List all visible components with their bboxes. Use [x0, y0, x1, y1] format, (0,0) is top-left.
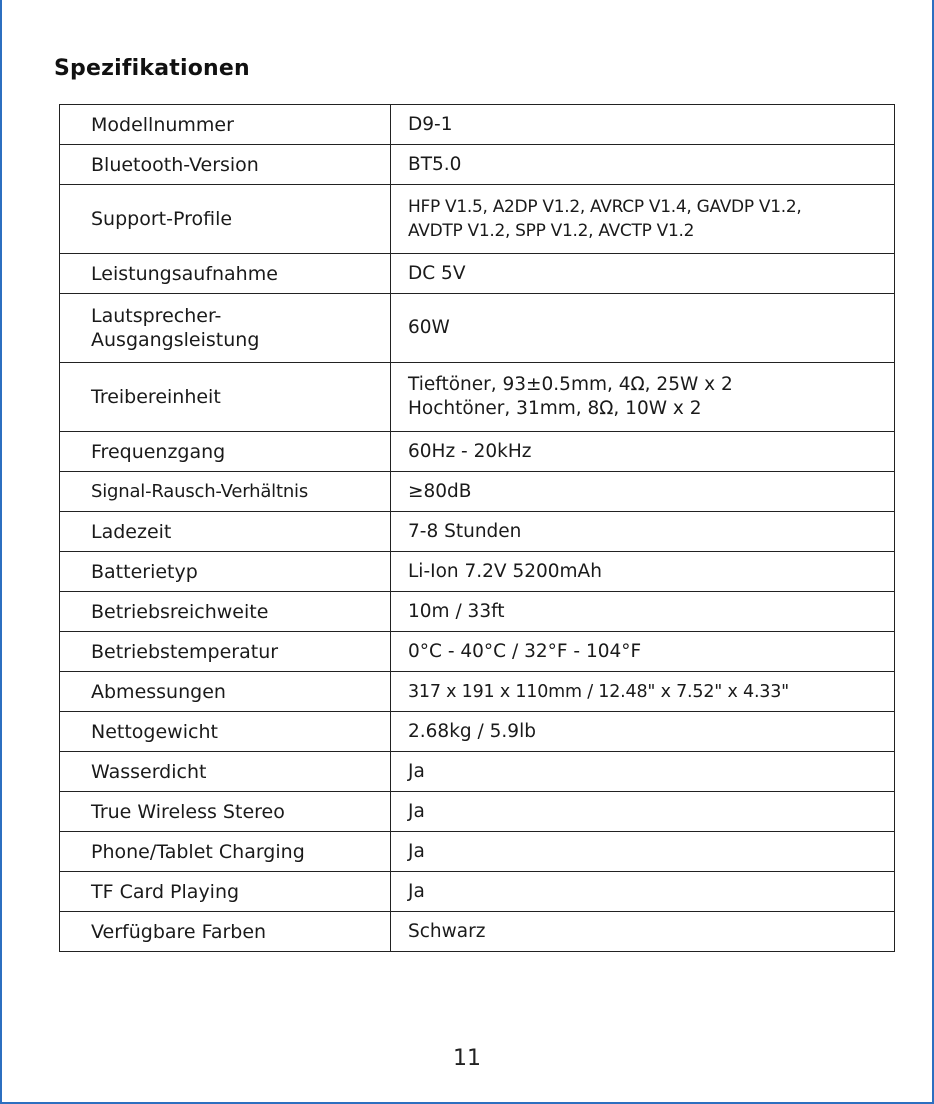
spec-value: Li-Ion 7.2V 5200mAh	[391, 552, 895, 592]
spec-value: 0°C - 40°C / 32°F - 104°F	[391, 632, 895, 672]
spec-label: Frequenzgang	[60, 432, 391, 472]
spec-label	[60, 294, 391, 363]
spec-value	[391, 185, 895, 254]
spec-value: Schwarz	[391, 912, 895, 952]
spec-value-line: Tieftöner, 93±0.5mm, 4Ω, 25W x 2	[408, 374, 733, 395]
table-row	[60, 592, 895, 632]
spec-label: Verfügbare Farben	[60, 912, 391, 952]
spec-value: 60W	[391, 294, 895, 363]
spec-value: DC 5V	[391, 254, 895, 294]
table-row	[60, 185, 895, 254]
table-row	[60, 792, 895, 832]
spec-value-line: Hochtöner, 31mm, 8Ω, 10W x 2	[408, 398, 702, 419]
table-row	[60, 254, 895, 294]
spec-value: Ja	[391, 832, 895, 872]
spec-value: D9-1	[391, 105, 895, 145]
spec-label: Ladezeit	[60, 512, 391, 552]
spec-label: Support-Profile	[60, 185, 391, 254]
table-row	[60, 512, 895, 552]
spec-label: Modellnummer	[60, 105, 391, 145]
spec-value: 10m / 33ft	[391, 592, 895, 632]
spec-label: Nettogewicht	[60, 712, 391, 752]
page-edge-left	[0, 0, 2, 1104]
spec-label: Signal-Rausch-Verhältnis	[60, 472, 391, 512]
spec-label: Leistungsaufnahme	[60, 254, 391, 294]
spec-label: Wasserdicht	[60, 752, 391, 792]
table-row	[60, 472, 895, 512]
table-row	[60, 712, 895, 752]
spec-label-line: Ausgangsleistung	[91, 329, 260, 351]
specifications-table	[59, 104, 895, 952]
table-row	[60, 752, 895, 792]
table-row	[60, 872, 895, 912]
spec-value: 7-8 Stunden	[391, 512, 895, 552]
page-title: Spezifikationen	[54, 56, 250, 81]
spec-label: TF Card Playing	[60, 872, 391, 912]
table-row	[60, 145, 895, 185]
spec-value: BT5.0	[391, 145, 895, 185]
table-row	[60, 552, 895, 592]
table-row	[60, 432, 895, 472]
spec-value: 60Hz - 20kHz	[391, 432, 895, 472]
spec-label: Bluetooth-Version	[60, 145, 391, 185]
spec-value	[391, 363, 895, 432]
spec-value: Ja	[391, 792, 895, 832]
page-number: 11	[453, 1046, 481, 1071]
spec-label: Treibereinheit	[60, 363, 391, 432]
spec-value-line: HFP V1.5, A2DP V1.2, AVRCP V1.4, GAVDP V1.2,	[408, 197, 802, 217]
table-row	[60, 363, 895, 432]
spec-label: Betriebsreichweite	[60, 592, 391, 632]
spec-value: ≥80dB	[391, 472, 895, 512]
table-row	[60, 912, 895, 952]
table-row	[60, 832, 895, 872]
spec-label: Phone/Tablet Charging	[60, 832, 391, 872]
spec-value: Ja	[391, 872, 895, 912]
spec-value: 2.68kg / 5.9lb	[391, 712, 895, 752]
spec-label: Betriebstemperatur	[60, 632, 391, 672]
spec-label: Batterietyp	[60, 552, 391, 592]
table-row	[60, 105, 895, 145]
table-row	[60, 672, 895, 712]
table-row	[60, 632, 895, 672]
spec-value-line: AVDTP V1.2, SPP V1.2, AVCTP V1.2	[408, 221, 695, 241]
spec-value: 317 x 191 x 110mm / 12.48" x 7.52" x 4.33"	[391, 672, 895, 712]
spec-value: Ja	[391, 752, 895, 792]
spec-label: Abmessungen	[60, 672, 391, 712]
spec-label: True Wireless Stereo	[60, 792, 391, 832]
spec-label-line: Lautsprecher-	[91, 305, 222, 327]
table-row	[60, 294, 895, 363]
